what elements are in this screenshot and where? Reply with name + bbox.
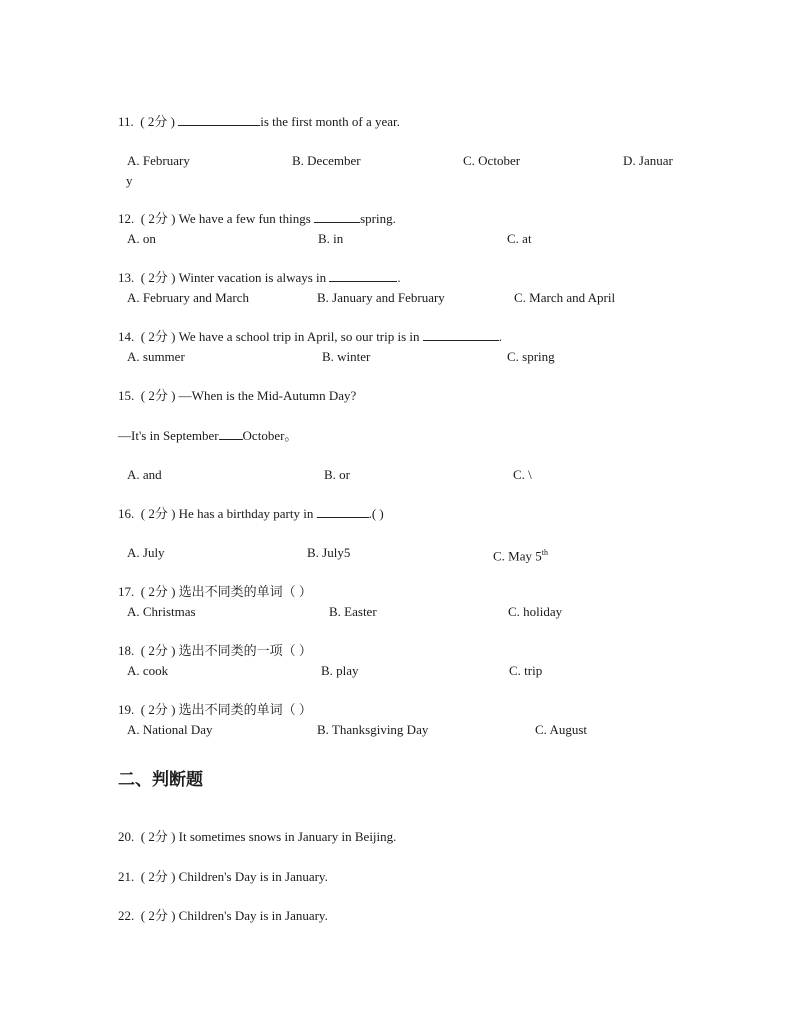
- option-a[interactable]: A. National Day: [127, 722, 213, 737]
- question-15-line2: [118, 428, 297, 444]
- option-b[interactable]: B. winter: [322, 349, 371, 364]
- question-text: 选出不同类的单词（ ）: [178, 702, 312, 717]
- option-a[interactable]: A. Christmas: [127, 604, 196, 619]
- question-number: 20.: [118, 829, 135, 844]
- option-b[interactable]: B. play: [321, 663, 359, 678]
- question-text: He has a birthday party in: [178, 506, 314, 521]
- option-c[interactable]: C. October: [463, 153, 521, 168]
- dialogue-text-end: October。: [242, 428, 298, 443]
- question-number: 15.: [118, 388, 135, 403]
- question-number: 16.: [118, 506, 135, 521]
- question-16: [118, 506, 384, 522]
- question-number: 22.: [118, 908, 135, 923]
- score-label: ( 2分 ): [140, 388, 176, 403]
- question-text: —When is the Mid-Autumn Day?: [178, 388, 357, 403]
- question-text-end: .: [397, 270, 401, 285]
- question-12: [118, 211, 396, 227]
- option-c[interactable]: C. August: [535, 722, 588, 737]
- answer-blank[interactable]: [317, 506, 369, 518]
- question-18: [118, 643, 312, 659]
- question-text: Winter vacation is always in: [178, 270, 327, 285]
- question-text-end: .: [498, 329, 503, 344]
- option-b[interactable]: B. in: [318, 231, 344, 246]
- option-a[interactable]: A. cook: [127, 663, 169, 678]
- score-label: ( 2分 ): [140, 869, 176, 884]
- question-number: 17.: [118, 584, 135, 599]
- section-title: 二、判断题: [118, 770, 203, 790]
- score-label: ( 2分 ): [140, 270, 176, 285]
- question-number: 14.: [118, 329, 135, 344]
- question-text-end: .( ): [368, 506, 384, 521]
- question-text: 选出不同类的一项（ ）: [178, 643, 312, 658]
- dialogue-text: —It's in September: [118, 428, 219, 443]
- option-c[interactable]: C. March and April: [514, 290, 616, 305]
- option-a[interactable]: A. and: [127, 467, 162, 482]
- question-number: 13.: [118, 270, 135, 285]
- question-text-end: spring.: [360, 211, 396, 226]
- question-number: 21.: [118, 869, 135, 884]
- question-text: Children's Day is in January.: [178, 869, 328, 884]
- question-text: 选出不同类的单词（ ）: [178, 584, 312, 599]
- option-d[interactable]: D. Januar: [623, 153, 673, 168]
- answer-blank[interactable]: [329, 270, 397, 282]
- question-19: [118, 702, 312, 718]
- question-13: [118, 270, 401, 286]
- question-17: [118, 584, 312, 600]
- option-c[interactable]: C. at: [507, 231, 532, 246]
- option-b[interactable]: B. July5: [307, 545, 351, 560]
- option-c[interactable]: C. spring: [507, 349, 555, 364]
- question-text: It sometimes snows in January in Beijing.: [178, 829, 397, 844]
- score-label: ( 2分 ): [140, 908, 176, 923]
- question-number: 18.: [118, 643, 135, 658]
- option-b[interactable]: B. December: [292, 153, 361, 168]
- option-a[interactable]: A. summer: [127, 349, 185, 364]
- question-22: [118, 908, 328, 924]
- option-a[interactable]: A. February and March: [127, 290, 250, 305]
- option-c[interactable]: [493, 545, 548, 564]
- answer-blank[interactable]: [314, 211, 360, 223]
- option-c-text: C. May 5: [493, 548, 542, 564]
- question-number: 11.: [118, 114, 134, 129]
- answer-blank[interactable]: [219, 428, 243, 440]
- option-c[interactable]: C. holiday: [508, 604, 563, 619]
- option-b[interactable]: B. or: [324, 467, 350, 482]
- question-text: is the first month of a year.: [260, 114, 400, 129]
- option-b[interactable]: B. January and February: [317, 290, 445, 305]
- option-a[interactable]: A. July: [127, 545, 165, 560]
- question-20: [118, 829, 396, 845]
- score-label: ( 2分 ): [140, 584, 176, 599]
- score-label: ( 2分 ): [140, 329, 176, 344]
- question-number: 12.: [118, 211, 135, 226]
- answer-blank[interactable]: [178, 114, 260, 126]
- question-11: [118, 114, 400, 130]
- question-text: We have a few fun things: [178, 211, 311, 226]
- score-label: ( 2分 ): [140, 829, 176, 844]
- score-label: ( 2分 ): [140, 114, 175, 129]
- question-number: 19.: [118, 702, 135, 717]
- score-label: ( 2分 ): [140, 702, 176, 717]
- option-a[interactable]: A. on: [127, 231, 156, 246]
- score-label: ( 2分 ): [140, 506, 176, 521]
- question-21: [118, 869, 328, 885]
- option-d-wrap: y: [126, 173, 133, 188]
- option-c[interactable]: C. trip: [509, 663, 543, 678]
- ordinal-suffix: th: [541, 548, 548, 557]
- option-b[interactable]: B. Thanksgiving Day: [317, 722, 429, 737]
- question-text: Children's Day is in January.: [178, 908, 328, 923]
- option-b[interactable]: B. Easter: [329, 604, 377, 619]
- option-c[interactable]: C. \: [513, 467, 532, 482]
- question-text: We have a school trip in April, so our trip is in: [178, 329, 420, 344]
- question-15: [118, 388, 356, 404]
- question-14: [118, 329, 502, 345]
- score-label: ( 2分 ): [140, 211, 176, 226]
- score-label: ( 2分 ): [140, 643, 176, 658]
- answer-blank[interactable]: [423, 329, 499, 341]
- option-a[interactable]: A. February: [127, 153, 190, 168]
